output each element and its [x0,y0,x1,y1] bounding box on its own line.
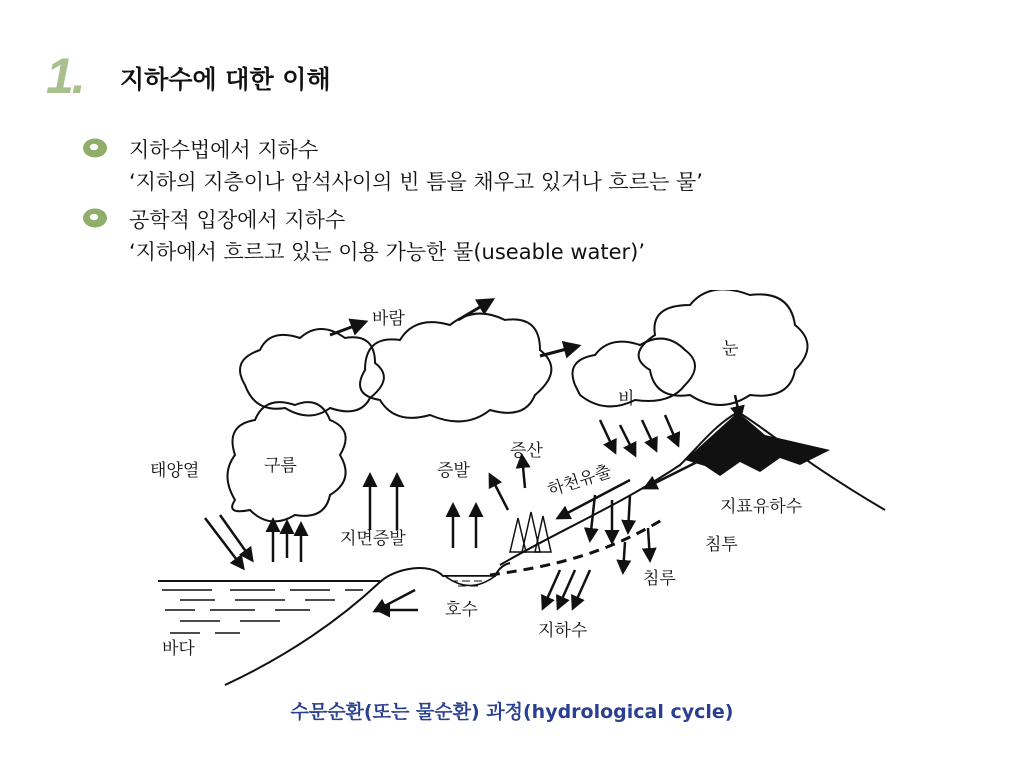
bullet-dot-icon [82,207,108,229]
diagram-caption: 수문순환(또는 물순환) 과정(hydrological cycle) [290,701,734,723]
label-groundwater: 지하수 [538,621,588,641]
hydrological-cycle-diagram [140,290,900,690]
label-solar-heat: 태양열 [150,461,200,481]
cloud-middle-shape [360,314,551,422]
label-wind: 바람 [372,309,405,329]
label-river-runoff: 하천유출 [545,461,615,501]
label-ground-evaporation: 지면증발 [340,529,406,549]
slide-title: 지하수에 대한 이해 [120,65,331,94]
label-rain: 비 [618,389,635,409]
bullet-1-heading: 지하수법에서 지하수 [129,138,319,162]
mountain-snowcap [685,412,830,476]
label-evaporation: 증발 [437,461,470,481]
label-sea: 바다 [162,639,195,659]
slide-number: 1. [46,48,84,104]
bullet-2-definition: ‘지하에서 흐르고 있는 이용 가능한 물(useable water)’ [129,240,646,264]
bullet-1-definition: ‘지하의 지층이나 암석사이의 빈 틈을 채우고 있거나 흐르는 물’ [129,170,703,194]
bullet-dot-icon [82,137,108,159]
label-lake: 호수 [445,600,478,620]
sea-waves [162,590,363,633]
label-transpiration: 증산 [510,441,543,461]
label-surface-runoff: 지표유하수 [720,497,803,517]
label-percolation: 침루 [643,569,676,589]
label-snow: 눈 [722,339,739,359]
label-infiltration: 침투 [705,535,738,555]
bullet-2-heading: 공학적 입장에서 지하수 [129,208,346,232]
label-cloud: 구름 [264,456,297,476]
forest-icon [510,512,551,552]
